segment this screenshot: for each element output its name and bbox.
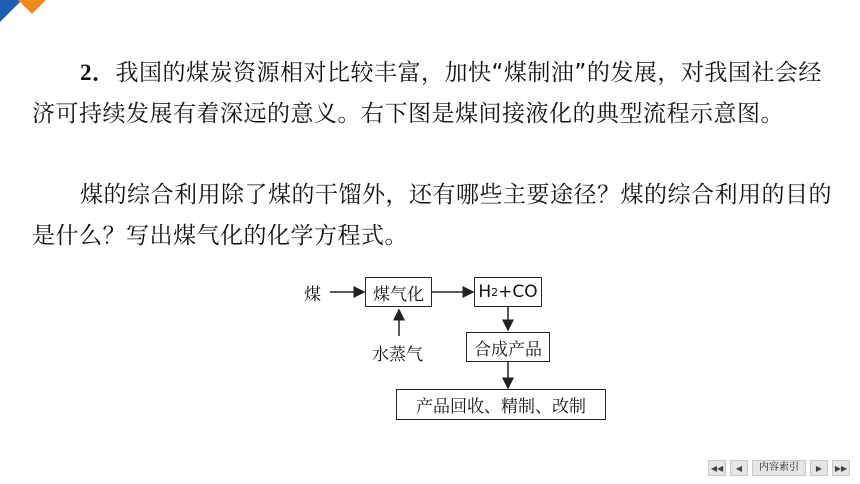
gasification-box: 煤气化 [365,277,432,307]
question-intro [32,52,832,135]
question-number: 2． [80,60,116,85]
content-index-button[interactable]: 内容索引 [752,460,806,476]
product-recovery-box: 产品回收、精制、改制 [396,389,606,420]
syngas-rest: +CO [498,282,538,302]
prev-page-icon[interactable]: ◀ [730,460,748,476]
steam-label: 水蒸气 [372,345,423,365]
coal-liquefaction-flow-diagram [290,268,630,428]
coal-label: 煤 [304,285,321,305]
last-page-icon[interactable]: ▶▶ [832,460,850,476]
question-prompt: 煤的综合利用除了煤的干馏外，还有哪些主要途径？煤的综合利用的目的是什么？写出煤气化的化学方程式。 [32,182,832,249]
next-page-icon[interactable]: ▶ [810,460,828,476]
synthesis-products-box: 合成产品 [466,332,550,362]
first-page-icon[interactable]: ◀◀ [708,460,726,476]
syngas-subscript: 2 [491,285,499,299]
syngas-h: H [478,282,492,302]
question-intro-text: 我国的煤炭资源相对比较丰富，加快“煤制油”的发展，对我国社会经济可持续发展有着深远的意义。右下图是煤间接液化的典型流程示意图。 [32,60,822,127]
corner-logo-icon [0,0,60,30]
slide-navigation [708,460,850,476]
syngas-box [474,277,542,307]
